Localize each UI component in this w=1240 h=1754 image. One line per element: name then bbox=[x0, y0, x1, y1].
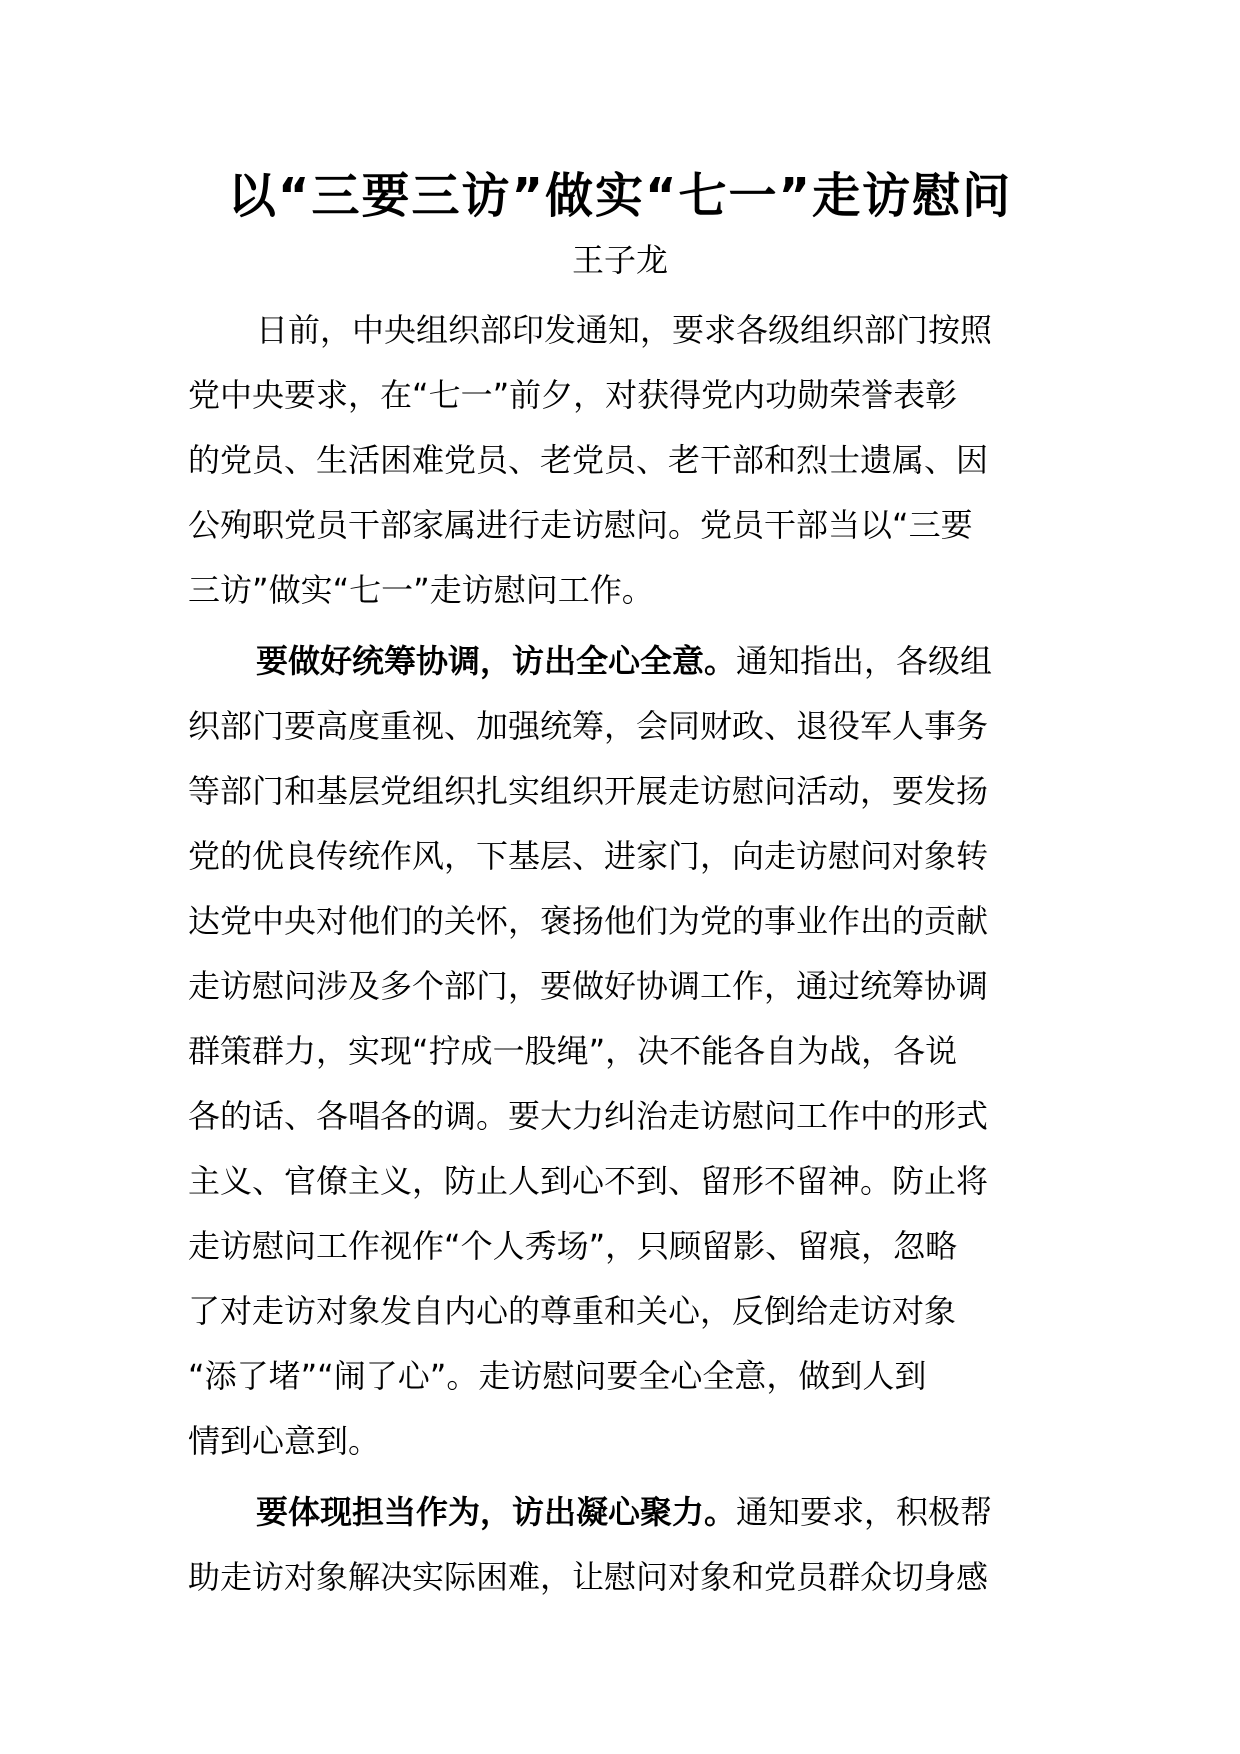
paragraph-line-text: 通知指出，各级组 bbox=[736, 642, 993, 680]
paragraph-line: 走访慰问涉及多个部门，要做好协调工作，通过统筹协调 bbox=[188, 967, 989, 1005]
paragraph-line: 日前，中央组织部印发通知，要求各级组织部门按照 bbox=[256, 311, 993, 349]
paragraph-line: 群策群力，实现“拧成一股绳”，决不能各自为战，各说 bbox=[188, 1032, 958, 1070]
paragraph-lead: 要做好统筹协调，访出全心全意。 bbox=[256, 642, 737, 680]
paragraph-2 bbox=[188, 629, 1056, 1474]
paragraph-line: 党的优良传统作风，下基层、进家门，向走访慰问对象转 bbox=[188, 837, 989, 875]
paragraph-line: 主义、官僚主义，防止人到心不到、留形不留神。防止将 bbox=[188, 1162, 989, 1200]
paragraph-line: 了对走访对象发自内心的尊重和关心，反倒给走访对象 bbox=[188, 1292, 957, 1330]
paragraph-first-line bbox=[188, 1480, 1056, 1545]
article-body bbox=[188, 298, 1056, 1610]
paragraph-line: 达党中央对他们的关怀，褒扬他们为党的事业作出的贡献 bbox=[188, 902, 989, 940]
paragraph-line: 公殉职党员干部家属进行走访慰问。党员干部当以“三要 bbox=[188, 506, 973, 544]
article-title: 以“三要三访”做实“七一”走访慰问 bbox=[227, 168, 1013, 224]
paragraph-line: 助走访对象解决实际困难，让慰问对象和党员群众切身感 bbox=[188, 1558, 989, 1596]
paragraph-line: “添了堵”“闹了心”。走访慰问要全心全意，做到人到 bbox=[188, 1357, 927, 1395]
paragraph-1 bbox=[188, 298, 1056, 623]
paragraph-3 bbox=[188, 1480, 1056, 1610]
paragraph-lead: 要体现担当作为，访出凝心聚力。 bbox=[256, 1493, 737, 1531]
paragraph-line-text: 通知要求，积极帮 bbox=[736, 1493, 993, 1531]
paragraph-line: 等部门和基层党组织扎实组织开展走访慰问活动，要发扬 bbox=[188, 772, 989, 810]
paragraph-line: 三访”做实“七一”走访慰问工作。 bbox=[188, 571, 654, 609]
paragraph-line: 情到心意到。 bbox=[188, 1422, 381, 1460]
paragraph-line: 织部门要高度重视、加强统筹，会同财政、退役军人事务 bbox=[188, 707, 989, 745]
article-author: 王子龙 bbox=[571, 241, 668, 279]
paragraph-line: 党中央要求，在“七一”前夕，对获得党内功勋荣誉表彰 bbox=[188, 376, 958, 414]
paragraph-line: 的党员、生活困难党员、老党员、老干部和烈士遗属、因 bbox=[188, 441, 989, 479]
paragraph-line: 各的话、各唱各的调。要大力纠治走访慰问工作中的形式 bbox=[188, 1097, 989, 1135]
paragraph-line: 走访慰问工作视作“个人秀场”，只顾留影、留痕，忽略 bbox=[188, 1227, 958, 1265]
paragraph-first-line bbox=[188, 629, 1056, 694]
